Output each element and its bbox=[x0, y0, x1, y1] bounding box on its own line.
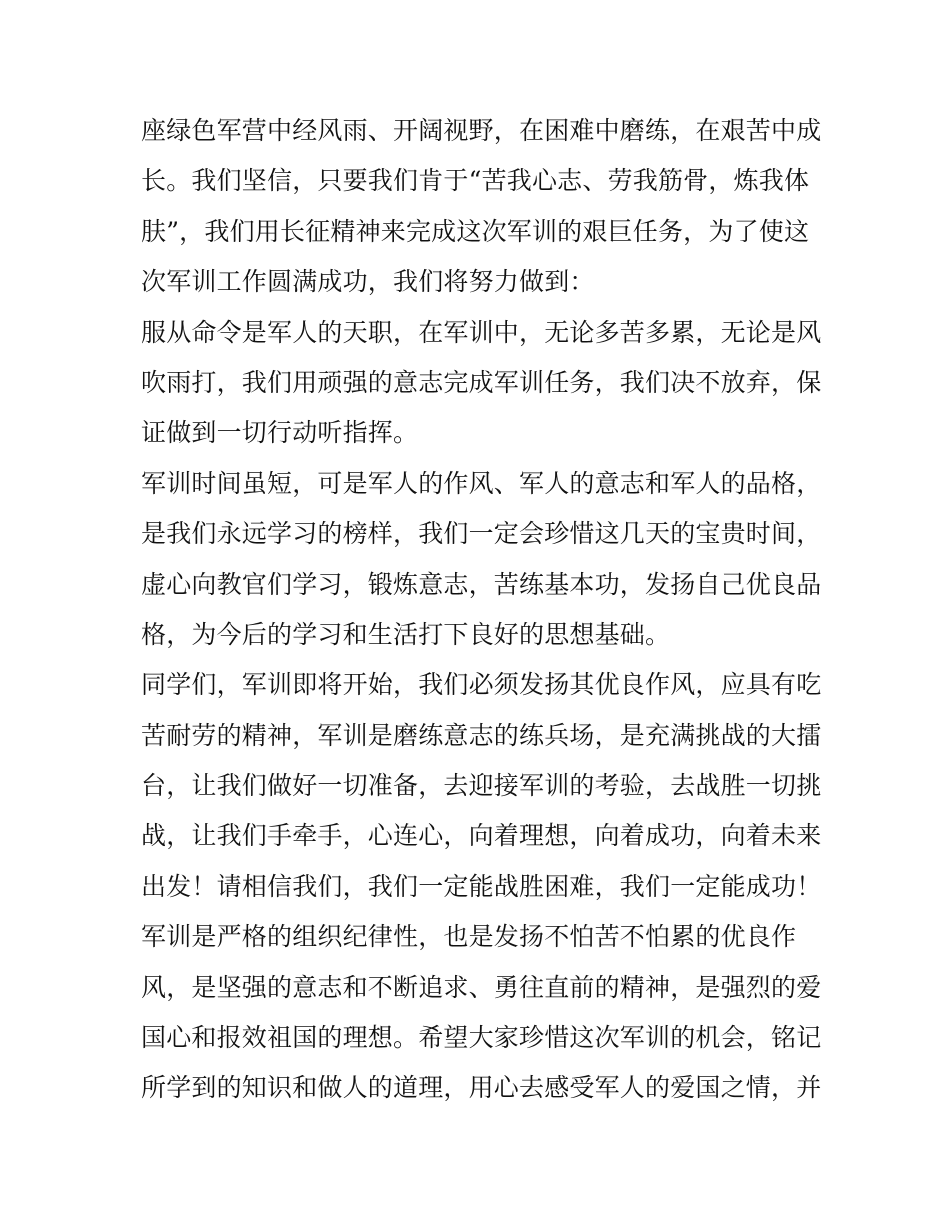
text-line: 战，让我们手牵手，心连心，向着理想，向着成功，向着未来 bbox=[141, 821, 822, 851]
text-line: 座绿色军营中经风雨、开阔视野，在困难中磨练，在艰苦中成 bbox=[141, 116, 822, 145]
text-line: 苦耐劳的精神，军训是磨练意志的练兵场，是充满挑战的大擂 bbox=[141, 720, 822, 750]
text-line: 格，为今后的学习和生活打下良好的思想基础。 bbox=[141, 619, 671, 649]
text-line: 同学们，军训即将开始，我们必须发扬其优良作风，应具有吃 bbox=[141, 670, 822, 700]
text-line: 长。我们坚信，只要我们肯于“苦我心志、劳我筋骨，炼我体 bbox=[141, 166, 810, 196]
text-line: 军训是严格的组织纪律性，也是发扬不怕苦不怕累的优良作 bbox=[141, 922, 797, 952]
text-line: 风，是坚强的意志和不断追求、勇往直前的精神，是强烈的爱 bbox=[141, 972, 822, 1002]
text-line: 所学到的知识和做人的道理，用心去感受军人的爱国之情，并 bbox=[141, 1073, 822, 1103]
text-line: 吹雨打，我们用顽强的意志完成军训任务，我们决不放弃，保 bbox=[141, 367, 822, 397]
text-line: 证做到一切行动听指挥。 bbox=[141, 418, 419, 448]
text-line: 军训时间虽短，可是军人的作风、军人的意志和军人的品格， bbox=[141, 468, 822, 498]
text-line: 服从命令是军人的天职，在军训中，无论多苦多累，无论是风 bbox=[141, 317, 822, 347]
text-line: 出发！请相信我们，我们一定能战胜困难，我们一定能成功！ bbox=[141, 871, 822, 901]
text-line: 台，让我们做好一切准备，去迎接军训的考验，去战胜一切挑 bbox=[141, 771, 822, 801]
body-text bbox=[141, 106, 821, 1114]
text-line: 国心和报效祖国的理想。希望大家珍惜这次军训的机会，铭记 bbox=[141, 1023, 822, 1053]
text-line: 次军训工作圆满成功，我们将努力做到： bbox=[141, 267, 595, 297]
text-line: 肤”，我们用长征精神来完成这次军训的艰巨任务，为了使这 bbox=[141, 216, 810, 246]
text-line: 是我们永远学习的榜样，我们一定会珍惜这几天的宝贵时间， bbox=[141, 519, 822, 549]
text-line: 虚心向教官们学习，锻炼意志，苦练基本功，发扬自己优良品 bbox=[141, 569, 822, 599]
